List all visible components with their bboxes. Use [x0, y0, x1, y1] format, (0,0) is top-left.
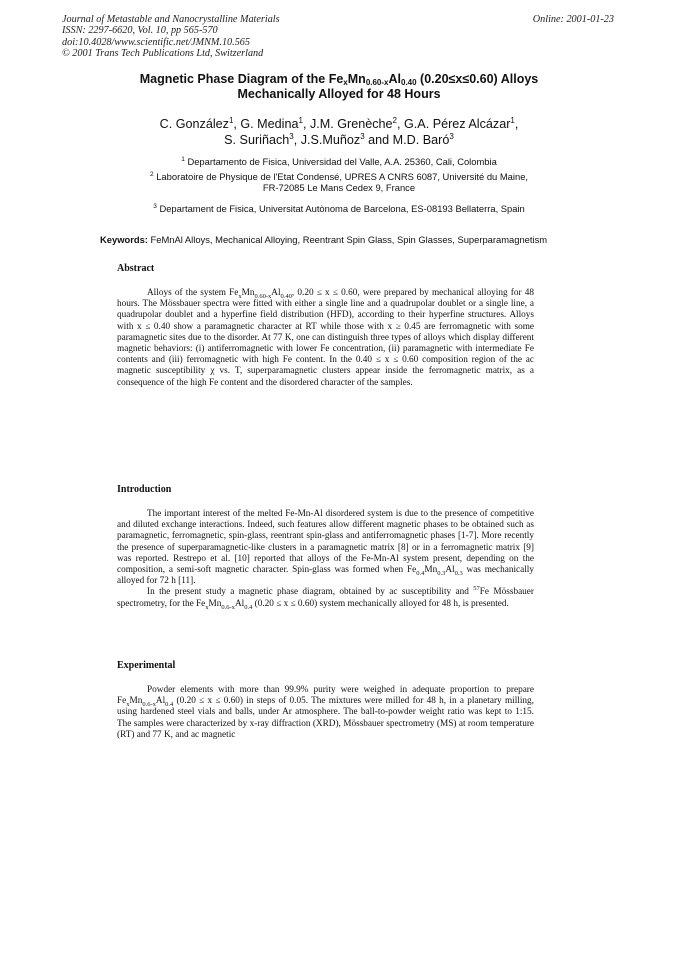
introduction-paragraph-1: The important interest of the melted Fe-Mn-Al disordered system is due to the presence of competitive and diluted exchange interactions. Indeed, such features allow different magnetic phases to be obtained such as paramagnetic, ferromagnetic, spin-glass, reentrant spin-glass and antiferromagnetic phases [1-7]. More recently the presence of superparamagnetic-like clusters in a paramagnetic matrix [8] or in a ferromagnetic matrix [9] was reported. Restrepo et al. [10] reported that alloys of the Fe-Mn-Al system present, depending on the composition, a semi-soft magnetic character. Spin-glass was formed when $Fe_{0.4}Mn_{0.3}Al_{0.3}$ was mechanically alloyed for 72 h [11].: [117, 509, 534, 587]
experimental-heading: Experimental: [117, 660, 176, 671]
keywords-label: Keywords:: [100, 234, 148, 245]
abstract-heading: Abstract: [117, 263, 155, 274]
journal-copyright: © 2001 Trans Tech Publications Ltd, Switzerland: [62, 48, 264, 60]
journal-name: Journal of Metastable and Nanocrystalline Materials: [62, 14, 280, 25]
paper-title-line2: Mechanically Alloyed for 48 Hours: [237, 87, 441, 101]
abstract-body: Alloys of the system $Fe_xMn_{0.60-x}Al_{0.40}$, 0.20 ≤ x ≤ 0.60, were prepared by mechanical alloying for 48 hours. The Mössbauer spectra were fitted with either a single line and a quadrupolar doublet or a single line, a quadrupolar doublet and a hyperfine field distribution (HFD), according to their hyperfine structures. Alloys with x ≤ 0.40 show a paramagnetic character at RT while those with x ≥ 0.45 are ferromagnetic with some paramagnetic sites due to the disorder. At 77 K, one can distinguish three types of alloys which display different magnetic behaviors: (i) antiferromagnetic with lower Fe concentration, (ii) paramagnetic with intermediate Fe contents and (iii) ferromagnetic with high Fe content. In the 0.40 ≤ x ≤ 0.60 composition region of the ac magnetic susceptibility χ vs. T, superparamagnetic clusters appear inside the ferromagnetic matrix, as a consequence of the high Fe content and the disordered character of the samples.: [117, 288, 534, 388]
journal-issn: ISSN: 2297-6620, Vol. 10, pp 565-570: [62, 25, 218, 37]
affiliation-3: $^3$ Departament de Fisica, Universitat Autònoma de Barcelona, ES-08193 Bellaterra, Spain: [153, 202, 525, 214]
author-list: C. González$^1$, G. Medina$^1$, J.M. Grenèche$^2$, G.A. Pérez Alcázar$^1$, S. Suriñach$^3$, J.S.Muñoz$^3$ and M.D. Baró$^3$: [159, 115, 519, 147]
introduction-heading: Introduction: [117, 484, 172, 495]
affiliation-2: $^2$ Laboratoire de Physique de l'Etat Condensé, UPRES A CNRS 6087, Université du Maine, FR-72085 Le Mans Cedex 9, France: [149, 170, 529, 194]
experimental-body: Powder elements with more than 99.9% purity were weighed in adequate proportion to prepare $Fe_xMn_{0.6-x}Al_{0.4}$ (0.20 ≤ x ≤ 0.60) in steps of 0.05. The mixtures were milled for 48 h, in a planetary milling, using hardened steel vials and balls, under Ar atmosphere. The ball-to-powder weight ratio was kept to 1:15. The samples were characterized by x-ray diffraction (XRD), Mössbauer spectrometry (MS) at room temperature (RT) and 77 K, and ac magnetic: [117, 685, 534, 740]
keywords: [100, 234, 570, 245]
journal-info: [62, 14, 280, 60]
affiliation-1: $^1$ Departamento de Fisica, Universidad del Valle, A.A. 25360, Cali, Colombia: [181, 155, 497, 167]
keywords-text: FeMnAl Alloys, Mechanical Alloying, Reentrant Spin Glass, Spin Glasses, Superparamagnetism: [147, 234, 548, 245]
journal-doi: doi:10.4028/www.scientific.net/JMNM.10.565: [62, 36, 250, 48]
online-date: Online: 2001-01-23: [532, 14, 614, 25]
introduction-paragraph-2: In the present study a magnetic phase diagram, obtained by ac susceptibility and $^{57}$Fe Mössbauer spectrometry, for the $Fe_xMn_{0.6-x}Al_{0.4}$ (0.20 ≤ x ≤ 0.60) system mechanically alloyed for 48 h, is presented.: [117, 585, 534, 611]
introduction-body: [117, 509, 534, 610]
paper-title: Magnetic Phase Diagram of the $Fe_xMn_{0.60-x}Al_{0.40}$ (0.20≤x≤0.60) Alloys Mechanically Alloyed for 48 Hours: [139, 72, 539, 101]
